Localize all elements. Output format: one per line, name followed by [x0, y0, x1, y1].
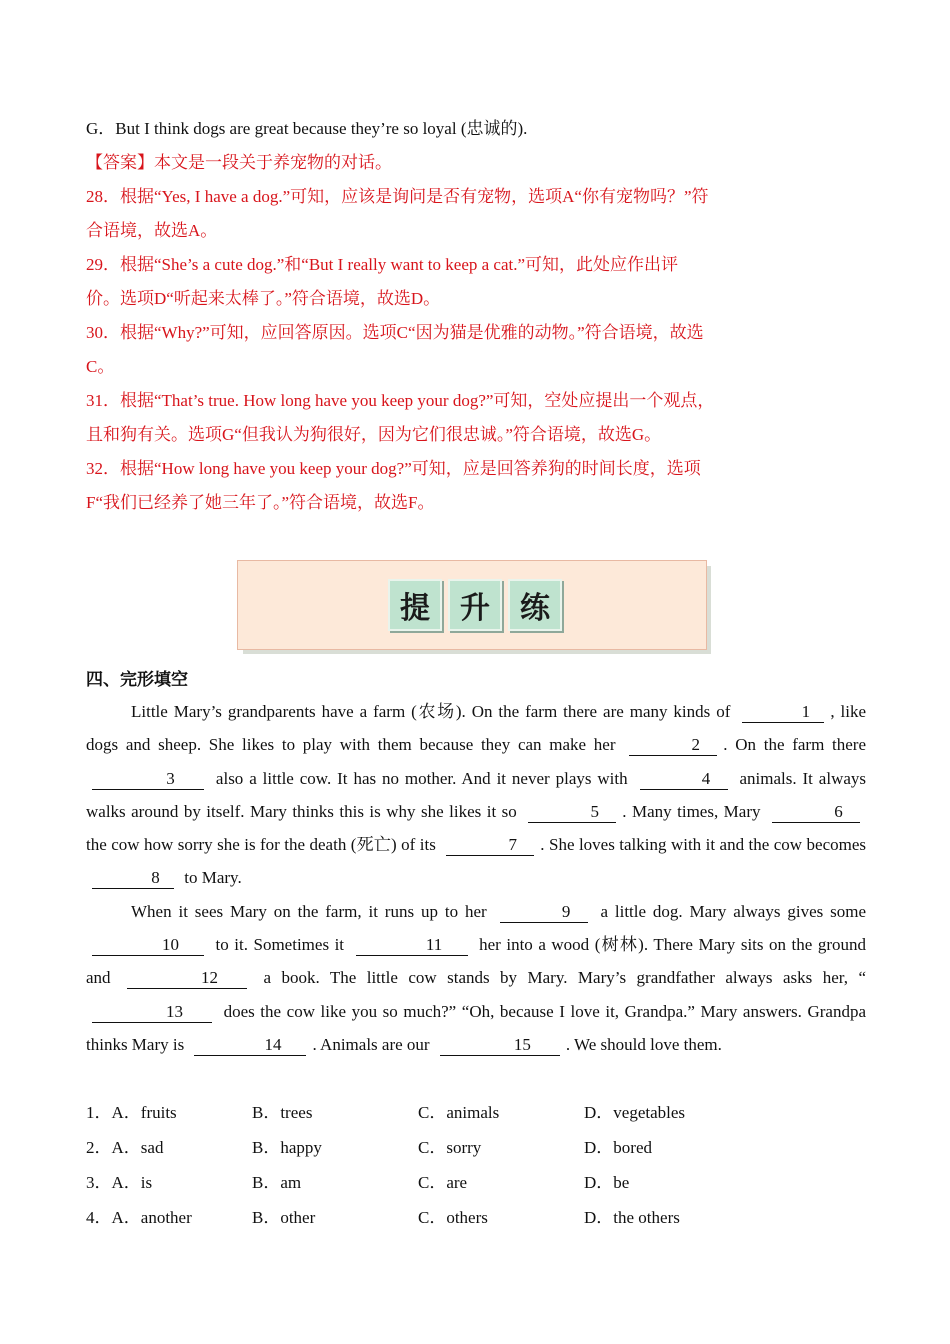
answer-heading: 【答案】本文是一段关于养宠物的对话。 [86, 153, 392, 172]
option-3c[interactable]: C．are [418, 1173, 468, 1192]
option-2a[interactable]: 2．A．sad [86, 1138, 164, 1157]
option-row-4 [86, 1200, 866, 1235]
answer-32-line-1: 32．根据“How long have you keep your dog?”可知，应是回答养狗的时间长度，选项 [86, 459, 701, 478]
option-1d[interactable]: D．vegetables [584, 1103, 686, 1122]
text-run: , like dogs and sheep. She likes to play with them because they can make her [86, 702, 866, 755]
text-run: . She loves talking with it and the cow becomes [540, 835, 866, 855]
text-run: . Animals are our [312, 1034, 430, 1054]
answer-29-line-2: 价。选项D“听起来太棒了。”符合语境，故选D。 [86, 289, 441, 308]
answer-31-line-2: 且和狗有关。选项G“但我认为狗很好，因为它们很忠诚。”符合语境，故选G。 [86, 425, 662, 444]
text-run: . Many times, Mary [622, 801, 761, 821]
answer-options [86, 1095, 866, 1235]
option-row-1 [86, 1095, 866, 1130]
option-3a[interactable]: 3．A．is [86, 1173, 153, 1192]
blank-6[interactable]: 6 [772, 801, 860, 823]
option-4d[interactable]: D．the others [584, 1208, 680, 1227]
blank-11[interactable]: 11 [356, 934, 468, 956]
option-3b[interactable]: B．am [252, 1173, 302, 1192]
option-1a[interactable]: 1．A．fruits [86, 1103, 177, 1122]
blank-15[interactable]: 15 [440, 1034, 560, 1056]
option-2d[interactable]: D．bored [584, 1138, 652, 1157]
blank-2[interactable]: 2 [629, 734, 717, 756]
answer-section [86, 112, 866, 520]
banner-char-2: 升 [448, 579, 502, 631]
blank-3[interactable]: 3 [92, 768, 204, 790]
text-run: to Mary. [184, 868, 242, 888]
text-run: a little dog. Mary always gives some [600, 901, 867, 921]
option-1c[interactable]: C．animals [418, 1103, 500, 1122]
option-2b[interactable]: B．happy [252, 1138, 322, 1157]
text-run: the cow how sorry she is for the death (死亡) of its [86, 835, 436, 855]
option-1b[interactable]: B．trees [252, 1103, 313, 1122]
banner-char-1: 提 [388, 579, 442, 631]
cloze-passage [86, 695, 866, 1061]
option-2c[interactable]: C．sorry [418, 1138, 482, 1157]
answer-30-line-2: C。 [86, 357, 115, 376]
option-4b[interactable]: B．other [252, 1208, 316, 1227]
blank-13[interactable]: 13 [92, 1001, 212, 1023]
option-4c[interactable]: C．others [418, 1208, 488, 1227]
blank-9[interactable]: 9 [500, 901, 588, 923]
text-run: a book. The little cow stands by Mary. Mary’s grandfather always asks her, “ [263, 968, 866, 988]
text-run: . On the farm there [723, 735, 867, 755]
banner-panel [237, 560, 707, 650]
text-run: to it. Sometimes it [215, 935, 345, 955]
banner-title [388, 579, 562, 631]
answer-32-line-2: F“我们已经养了她三年了。”符合语境，故选F。 [86, 493, 435, 512]
text-run: Little Mary’s grandparents have a farm (农场). On the farm there are many kinds of [131, 702, 731, 721]
text-run: When it sees Mary on the farm, it runs up to her [131, 901, 487, 921]
answer-31-line-1: 31．根据“That’s true. How long have you keep your dog?”可知，空处应提出一个观点， [86, 391, 715, 410]
blank-8[interactable]: 8 [92, 867, 174, 889]
option-4a[interactable]: 4．A．another [86, 1208, 192, 1227]
blank-1[interactable]: 1 [742, 701, 824, 723]
blank-7[interactable]: 7 [446, 834, 534, 856]
passage-paragraph-1 [86, 695, 866, 895]
option-row-2 [86, 1130, 866, 1165]
text-run: does the cow like you so much?” “Oh, because I love it, Grandpa.” Mary answers. Grandpa thinks Mary is [86, 1001, 867, 1054]
blank-12[interactable]: 12 [127, 967, 247, 989]
section-title: 四、完形填空 [86, 670, 188, 690]
answer-28-line-2: 合语境，故选A。 [86, 221, 218, 240]
answer-29-line-1: 29．根据“She’s a cute dog.”和“But I really want to keep a cat.”可知，此处应作出评 [86, 255, 679, 274]
passage-paragraph-2 [86, 895, 866, 1061]
text-run: her into a wood (树林). There Mary sits on the ground and [86, 935, 867, 988]
text-run: animals. It always walks around by itself. Mary thinks this is why she likes it so [86, 768, 867, 821]
blank-4[interactable]: 4 [640, 768, 728, 790]
text-run: . We should love them. [565, 1034, 722, 1054]
answer-28-line-1: 28．根据“Yes, I have a dog.”可知，应该是询问是否有宠物，选项A“你有宠物吗？”符 [86, 187, 709, 206]
blank-14[interactable]: 14 [194, 1034, 306, 1056]
blank-10[interactable]: 10 [92, 934, 204, 956]
option-3d[interactable]: D．be [584, 1173, 630, 1192]
text-run: also a little cow. It has no mother. And it never plays with [215, 768, 628, 788]
blank-5[interactable]: 5 [528, 801, 616, 823]
section-banner [237, 560, 711, 654]
banner-char-3: 练 [508, 579, 562, 631]
option-g: G．But I think dogs are great because they’re so loyal (忠诚的). [86, 119, 528, 138]
option-row-3 [86, 1165, 866, 1200]
answer-30-line-1: 30．根据“Why?”可知，应回答原因。选项C“因为猫是优雅的动物。”符合语境，故选 [86, 323, 704, 342]
